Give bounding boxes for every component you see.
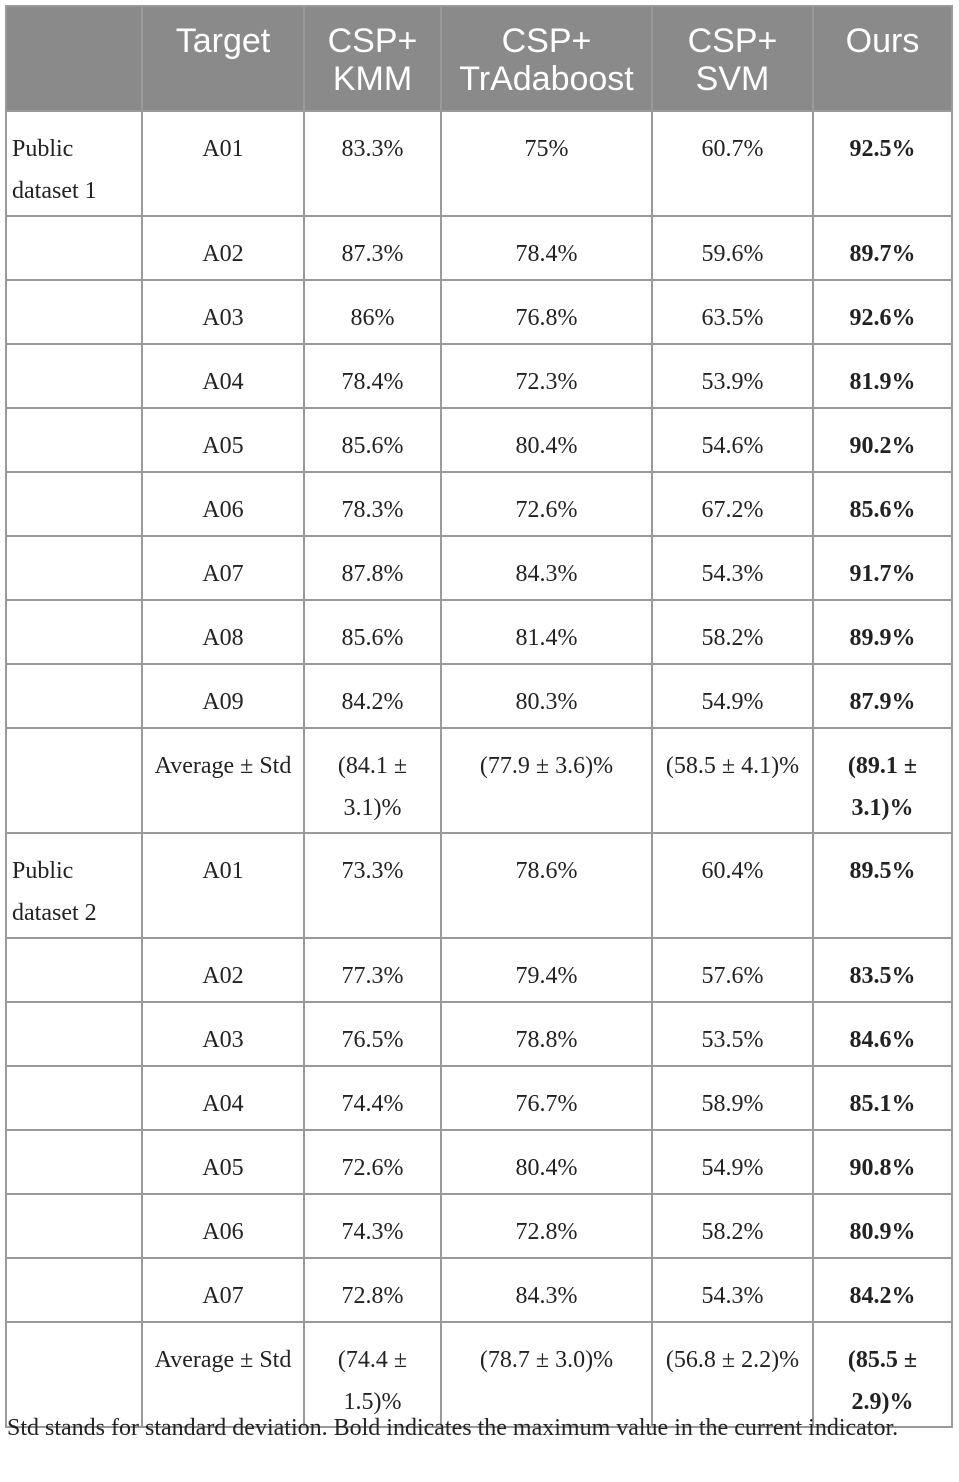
target-cell: Average ± Std bbox=[142, 1322, 304, 1427]
header-csp-svm: CSP+ SVM bbox=[652, 6, 813, 111]
csp-kmm-cell: 73.3% bbox=[304, 833, 441, 938]
csp-tradaboost-cell: 84.3% bbox=[441, 536, 652, 600]
csp-svm-cell: 58.2% bbox=[652, 1194, 813, 1258]
table-row bbox=[6, 1194, 952, 1258]
ours-cell: (89.1 ± 3.1)% bbox=[813, 728, 952, 833]
table-row bbox=[6, 280, 952, 344]
ours-cell: 90.8% bbox=[813, 1130, 952, 1194]
csp-svm-cell: 59.6% bbox=[652, 216, 813, 280]
dataset-cell bbox=[6, 1258, 142, 1322]
table-row bbox=[6, 1002, 952, 1066]
csp-tradaboost-cell: 80.4% bbox=[441, 1130, 652, 1194]
table-row bbox=[6, 1258, 952, 1322]
target-cell: A02 bbox=[142, 216, 304, 280]
csp-kmm-cell: 72.6% bbox=[304, 1130, 441, 1194]
target-cell: A06 bbox=[142, 472, 304, 536]
target-cell: A07 bbox=[142, 536, 304, 600]
ours-cell: 85.1% bbox=[813, 1066, 952, 1130]
target-cell: A03 bbox=[142, 280, 304, 344]
csp-svm-cell: 54.9% bbox=[652, 664, 813, 728]
csp-tradaboost-cell: 78.8% bbox=[441, 1002, 652, 1066]
csp-kmm-cell: 76.5% bbox=[304, 1002, 441, 1066]
csp-kmm-cell: 83.3% bbox=[304, 111, 441, 216]
dataset-cell bbox=[6, 408, 142, 472]
csp-kmm-cell: 85.6% bbox=[304, 600, 441, 664]
ours-cell: 89.9% bbox=[813, 600, 952, 664]
csp-svm-cell: 53.5% bbox=[652, 1002, 813, 1066]
header-dataset bbox=[6, 6, 142, 111]
csp-tradaboost-cell: 72.8% bbox=[441, 1194, 652, 1258]
ours-cell: 80.9% bbox=[813, 1194, 952, 1258]
dataset-cell bbox=[6, 1194, 142, 1258]
csp-tradaboost-cell: 78.4% bbox=[441, 216, 652, 280]
csp-tradaboost-cell: 76.8% bbox=[441, 280, 652, 344]
csp-svm-cell: 53.9% bbox=[652, 344, 813, 408]
csp-kmm-cell: 77.3% bbox=[304, 938, 441, 1002]
target-cell: A01 bbox=[142, 111, 304, 216]
table-row bbox=[6, 111, 952, 216]
csp-tradaboost-cell: 79.4% bbox=[441, 938, 652, 1002]
table-row bbox=[6, 728, 952, 833]
csp-tradaboost-cell: 72.6% bbox=[441, 472, 652, 536]
csp-tradaboost-cell: (77.9 ± 3.6)% bbox=[441, 728, 652, 833]
csp-kmm-cell: (74.4 ± 1.5)% bbox=[304, 1322, 441, 1427]
dataset-cell bbox=[6, 536, 142, 600]
csp-svm-cell: 57.6% bbox=[652, 938, 813, 1002]
ours-cell: 89.7% bbox=[813, 216, 952, 280]
table-body bbox=[6, 111, 952, 1427]
table-row bbox=[6, 1130, 952, 1194]
dataset-cell bbox=[6, 1130, 142, 1194]
ours-cell: 84.6% bbox=[813, 1002, 952, 1066]
table-row bbox=[6, 664, 952, 728]
csp-kmm-cell: 87.8% bbox=[304, 536, 441, 600]
dataset-cell bbox=[6, 344, 142, 408]
csp-kmm-cell: 78.3% bbox=[304, 472, 441, 536]
csp-tradaboost-cell: (78.7 ± 3.0)% bbox=[441, 1322, 652, 1427]
csp-svm-cell: 54.3% bbox=[652, 536, 813, 600]
ours-cell: 84.2% bbox=[813, 1258, 952, 1322]
target-cell: A05 bbox=[142, 408, 304, 472]
table-footnote: Std stands for standard deviation. Bold indicates the maximum value in the current indicator. bbox=[7, 1415, 899, 1441]
target-cell: A05 bbox=[142, 1130, 304, 1194]
ours-cell: 83.5% bbox=[813, 938, 952, 1002]
ours-cell: 92.5% bbox=[813, 111, 952, 216]
csp-kmm-cell: 85.6% bbox=[304, 408, 441, 472]
ours-cell: 81.9% bbox=[813, 344, 952, 408]
ours-cell: 91.7% bbox=[813, 536, 952, 600]
table-row bbox=[6, 216, 952, 280]
table-header bbox=[6, 6, 952, 111]
ours-cell: 85.6% bbox=[813, 472, 952, 536]
results-table bbox=[5, 5, 953, 1428]
csp-svm-cell: 54.6% bbox=[652, 408, 813, 472]
table-row bbox=[6, 536, 952, 600]
ours-cell: 90.2% bbox=[813, 408, 952, 472]
csp-kmm-cell: 72.8% bbox=[304, 1258, 441, 1322]
csp-tradaboost-cell: 80.4% bbox=[441, 408, 652, 472]
csp-tradaboost-cell: 80.3% bbox=[441, 664, 652, 728]
target-cell: A02 bbox=[142, 938, 304, 1002]
target-cell: A06 bbox=[142, 1194, 304, 1258]
header-row bbox=[6, 6, 952, 111]
target-cell: A09 bbox=[142, 664, 304, 728]
csp-svm-cell: 54.3% bbox=[652, 1258, 813, 1322]
csp-kmm-cell: 84.2% bbox=[304, 664, 441, 728]
dataset-cell bbox=[6, 216, 142, 280]
csp-kmm-cell: 78.4% bbox=[304, 344, 441, 408]
ours-cell: 89.5% bbox=[813, 833, 952, 938]
csp-tradaboost-cell: 81.4% bbox=[441, 600, 652, 664]
csp-svm-cell: 58.2% bbox=[652, 600, 813, 664]
target-cell: A04 bbox=[142, 1066, 304, 1130]
ours-cell: 87.9% bbox=[813, 664, 952, 728]
csp-tradaboost-cell: 76.7% bbox=[441, 1066, 652, 1130]
csp-svm-cell: (58.5 ± 4.1)% bbox=[652, 728, 813, 833]
dataset-cell bbox=[6, 1066, 142, 1130]
csp-kmm-cell: (84.1 ± 3.1)% bbox=[304, 728, 441, 833]
target-cell: A07 bbox=[142, 1258, 304, 1322]
target-cell: A08 bbox=[142, 600, 304, 664]
csp-svm-cell: (56.8 ± 2.2)% bbox=[652, 1322, 813, 1427]
csp-kmm-cell: 74.4% bbox=[304, 1066, 441, 1130]
csp-kmm-cell: 86% bbox=[304, 280, 441, 344]
header-ours: Ours bbox=[813, 6, 952, 111]
dataset-cell: Public dataset 1 bbox=[6, 111, 142, 216]
dataset-cell bbox=[6, 600, 142, 664]
header-csp-tradaboost: CSP+ TrAdaboost bbox=[441, 6, 652, 111]
csp-kmm-cell: 74.3% bbox=[304, 1194, 441, 1258]
table-row bbox=[6, 600, 952, 664]
table-row bbox=[6, 1066, 952, 1130]
csp-svm-cell: 54.9% bbox=[652, 1130, 813, 1194]
header-target: Target bbox=[142, 6, 304, 111]
target-cell: A04 bbox=[142, 344, 304, 408]
table-row bbox=[6, 408, 952, 472]
dataset-cell bbox=[6, 664, 142, 728]
csp-svm-cell: 63.5% bbox=[652, 280, 813, 344]
table-row bbox=[6, 833, 952, 938]
header-csp-kmm: CSP+ KMM bbox=[304, 6, 441, 111]
table-row bbox=[6, 938, 952, 1002]
csp-tradaboost-cell: 78.6% bbox=[441, 833, 652, 938]
ours-cell: (85.5 ± 2.9)% bbox=[813, 1322, 952, 1427]
dataset-cell bbox=[6, 1002, 142, 1066]
csp-svm-cell: 67.2% bbox=[652, 472, 813, 536]
table-row bbox=[6, 472, 952, 536]
csp-svm-cell: 58.9% bbox=[652, 1066, 813, 1130]
table-row bbox=[6, 344, 952, 408]
dataset-cell bbox=[6, 280, 142, 344]
dataset-cell bbox=[6, 728, 142, 833]
csp-tradaboost-cell: 84.3% bbox=[441, 1258, 652, 1322]
dataset-cell: Public dataset 2 bbox=[6, 833, 142, 938]
target-cell: A01 bbox=[142, 833, 304, 938]
dataset-cell bbox=[6, 938, 142, 1002]
target-cell: Average ± Std bbox=[142, 728, 304, 833]
target-cell: A03 bbox=[142, 1002, 304, 1066]
csp-svm-cell: 60.7% bbox=[652, 111, 813, 216]
csp-tradaboost-cell: 75% bbox=[441, 111, 652, 216]
csp-svm-cell: 60.4% bbox=[652, 833, 813, 938]
csp-tradaboost-cell: 72.3% bbox=[441, 344, 652, 408]
csp-kmm-cell: 87.3% bbox=[304, 216, 441, 280]
dataset-cell bbox=[6, 472, 142, 536]
ours-cell: 92.6% bbox=[813, 280, 952, 344]
